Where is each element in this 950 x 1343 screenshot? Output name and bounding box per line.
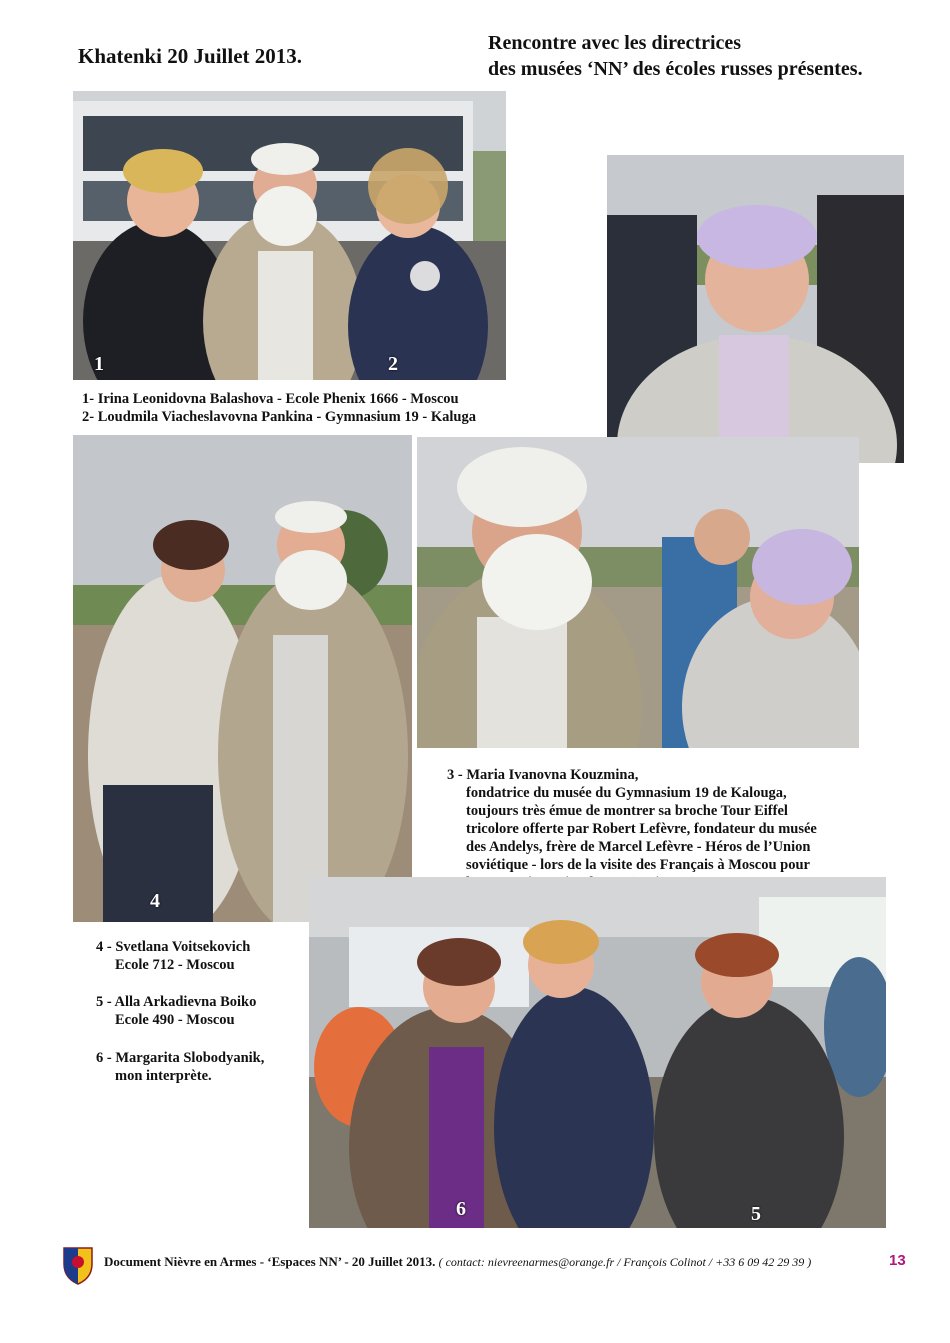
photo-maria-kouzmina [607, 155, 904, 463]
photo-meeting-conversation [417, 437, 859, 748]
page-title-right-line2: des musées ‘NN’ des écoles russes présentes. [488, 58, 863, 80]
photo-three-women-indoor [309, 877, 886, 1228]
photo-number-4: 4 [150, 890, 160, 912]
footer-contact: ( contact: nievreenarmes@orange.fr / François Colinot / +33 6 09 42 29 39 ) [438, 1255, 812, 1269]
caption-6-line1: 6 - Margarita Slobodyanik, [96, 1050, 265, 1066]
photo-number-2: 2 [388, 353, 398, 375]
footer-document-label: Document Nièvre en Armes - ‘Espaces NN’ - 20 Juillet 2013. [104, 1254, 436, 1269]
page-title-left: Khatenki 20 Juillet 2013. [78, 44, 303, 68]
page-title-right-line1: Rencontre avec les directrices [488, 32, 742, 54]
caption-2: 2- Loudmila Viacheslavovna Pankina - Gymnasium 19 - Kaluga [82, 409, 476, 425]
caption-1: 1- Irina Leonidovna Balashova - Ecole Phenix 1666 - Moscou [82, 391, 459, 407]
caption-5 [96, 993, 256, 1029]
caption-3-line3: toujours très émue de montrer sa broche Tour Eiffel [466, 803, 788, 819]
photo-number-6: 6 [456, 1198, 466, 1220]
caption-6 [96, 1049, 264, 1085]
caption-4-line2: Ecole 712 - Moscou [115, 957, 235, 973]
caption-3-line4: tricolore offerte par Robert Lefèvre, fondateur du musée [466, 821, 817, 837]
caption-3-line6: soviétique - lors de la visite des Français à Moscou pour [466, 857, 810, 873]
footer [104, 1254, 811, 1270]
caption-3-line1: 3 - Maria Ivanovna Kouzmina, [447, 767, 639, 783]
nievre-en-armes-shield-icon [56, 1242, 100, 1286]
page-number: 13 [889, 1252, 906, 1269]
page-title-right [488, 30, 863, 82]
caption-5-line1: 5 - Alla Arkadievna Boiko [96, 994, 257, 1010]
caption-4 [96, 938, 250, 974]
caption-6-line2: mon interprète. [115, 1068, 212, 1084]
photo-group-bus [73, 91, 506, 380]
caption-3 [447, 766, 817, 892]
caption-3-line5: des Andelys, frère de Marcel Lefèvre - Héros de l’Union [466, 839, 811, 855]
photo-svetlana-voitsekovich [73, 435, 412, 922]
caption-5-line2: Ecole 490 - Moscou [115, 1012, 235, 1028]
caption-4-line1: 4 - Svetlana Voitsekovich [96, 939, 251, 955]
caption-3-line2: fondatrice du musée du Gymnasium 19 de Kalouga, [466, 785, 787, 801]
photo-number-1: 1 [94, 353, 104, 375]
photo-number-5: 5 [751, 1203, 761, 1225]
caption-1-2 [82, 390, 476, 426]
